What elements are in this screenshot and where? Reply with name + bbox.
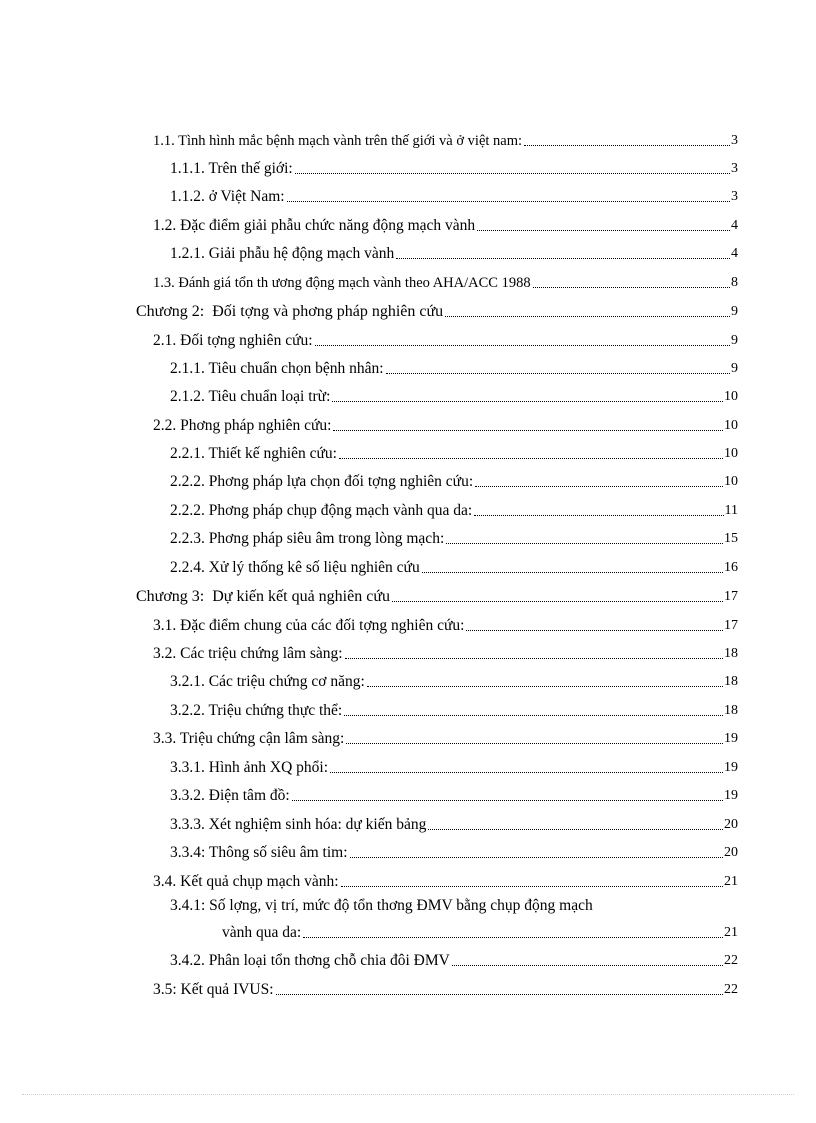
- toc-entry-1-1-1[interactable]: [170, 156, 738, 178]
- dot-leader: [422, 572, 723, 573]
- toc-page-number: 9: [731, 304, 738, 319]
- dot-leader: [333, 430, 723, 431]
- dot-leader: [350, 857, 723, 858]
- toc-entry-3-3-4[interactable]: [170, 840, 738, 862]
- dot-leader: [474, 515, 723, 516]
- toc-page-number: 10: [724, 446, 738, 461]
- toc-page-number: 17: [724, 589, 738, 604]
- toc-entry-2-2-3[interactable]: [170, 526, 738, 548]
- dot-leader: [466, 630, 723, 631]
- dot-leader: [345, 658, 723, 659]
- toc-page-number: 9: [731, 333, 738, 348]
- dot-leader: [339, 458, 723, 459]
- toc-page-number: 16: [724, 560, 738, 575]
- toc-entry-3-4-1-line1[interactable]: 3.4.1: Số lợng, vị trí, mức độ tổn thơng ĐMV bằng chụp động mạch: [170, 897, 593, 914]
- toc-entry-2-1-1[interactable]: [170, 356, 738, 378]
- toc-page-number: 19: [724, 788, 738, 803]
- toc-entry-3-1[interactable]: [153, 613, 738, 635]
- toc-page-number: 22: [724, 982, 738, 997]
- toc-entry-label: 2.1.1. Tiêu chuẩn chọn bệnh nhân:: [170, 360, 384, 377]
- toc-page-number: 10: [724, 418, 738, 433]
- toc-entry-2-2[interactable]: [153, 413, 738, 435]
- dot-leader: [315, 345, 730, 346]
- toc-entry-3-2[interactable]: [153, 641, 738, 663]
- dot-leader: [367, 686, 723, 687]
- toc-page-number: 9: [731, 361, 738, 376]
- dot-leader: [452, 965, 723, 966]
- toc-entry-3-2-2[interactable]: [170, 698, 738, 720]
- dot-leader: [292, 800, 723, 801]
- toc-entry-label: 3.4. Kết quả chụp mạch vành:: [153, 873, 339, 890]
- toc-page-number: 15: [724, 531, 738, 546]
- toc-page-number: 21: [724, 874, 738, 889]
- toc-page-number: 3: [731, 133, 738, 148]
- dot-leader: [386, 373, 730, 374]
- toc-entry-3-2-1[interactable]: [170, 669, 738, 691]
- chapter-title: Đối tợng và phơng pháp nghiên cứu: [212, 303, 444, 320]
- dot-leader: [475, 486, 723, 487]
- dot-leader: [344, 715, 723, 716]
- toc-entry-label: 1.1. Tình hình mắc bệnh mạch vành trên thế giới và ở việt nam:: [153, 133, 523, 149]
- toc-entry-label: 1.3. Đánh giá tổn th ương động mạch vành theo AHA/ACC 1988: [153, 275, 531, 291]
- toc-entry-label: 2.2. Phơng pháp nghiên cứu:: [153, 417, 332, 434]
- toc-page-number: 11: [724, 503, 738, 518]
- toc-entry-label: 1.2.1. Giải phẫu hệ động mạch vành: [170, 245, 395, 262]
- toc-page-number: 20: [724, 845, 738, 860]
- toc-page-number: 19: [724, 731, 738, 746]
- toc-entry-3-3-3[interactable]: [170, 812, 738, 834]
- dot-leader: [477, 230, 730, 231]
- dot-leader: [446, 543, 723, 544]
- toc-entry-label: 3.3.2. Điện tâm đồ:: [170, 787, 290, 804]
- dot-leader: [428, 829, 723, 830]
- toc-entry-2-1-2[interactable]: [170, 384, 738, 406]
- toc-entry-label: 3.3.1. Hình ảnh XQ phổi:: [170, 759, 329, 776]
- toc-entry-label: 2.2.2. Phơng pháp chụp động mạch vành qua da:: [170, 502, 473, 519]
- toc-entry-label: 3.5: Kết quả IVUS:: [153, 981, 274, 998]
- toc-entry-3-3-2[interactable]: [170, 783, 738, 805]
- toc-entry-3-4-1-line2[interactable]: [222, 920, 738, 942]
- chapter-prefix: Chương 3:: [136, 588, 205, 605]
- toc-page-number: 3: [731, 189, 738, 204]
- toc-page-number: 10: [724, 474, 738, 489]
- toc-entry-label: 2.1. Đối tợng nghiên cứu:: [153, 332, 313, 349]
- toc-entry-label: [136, 303, 445, 321]
- dot-leader: [303, 937, 723, 938]
- toc-entry-2-2-2a[interactable]: [170, 469, 738, 491]
- toc-entry-label: 2.2.2. Phơng pháp lựa chọn đối tợng nghiên cứu:: [170, 473, 474, 490]
- toc-page-number: 10: [724, 389, 738, 404]
- toc-entry-label: 3.1. Đặc điểm chung của các đối tợng nghiên cứu:: [153, 617, 465, 634]
- toc-entry-3-3-1[interactable]: [170, 755, 738, 777]
- dot-leader: [524, 145, 730, 146]
- toc-page-number: 19: [724, 760, 738, 775]
- toc-entry-2-2-1[interactable]: [170, 441, 738, 463]
- toc-entry-3-4[interactable]: [153, 869, 738, 891]
- toc-entry-2-1[interactable]: [153, 328, 738, 350]
- dot-leader: [341, 886, 723, 887]
- toc-entry-label: vành qua da:: [222, 924, 302, 941]
- toc-page-number: 3: [731, 161, 738, 176]
- toc-page-number: 22: [724, 953, 738, 968]
- toc-entry-1-1-2[interactable]: [170, 184, 738, 206]
- toc-entry-1-2-1[interactable]: [170, 241, 738, 263]
- toc-entry-1-2[interactable]: [153, 213, 738, 235]
- toc-entry-label: 3.3.4: Thông số siêu âm tim:: [170, 844, 348, 861]
- toc-entry-label: 2.2.3. Phơng pháp siêu âm trong lòng mạch:: [170, 530, 445, 547]
- dot-leader: [330, 772, 723, 773]
- toc-page-number: 8: [731, 275, 738, 290]
- toc-page-number: 21: [724, 925, 738, 940]
- toc-page-number: 17: [724, 618, 738, 633]
- toc-page-number: 20: [724, 817, 738, 832]
- toc-entry-2-2-4[interactable]: [170, 555, 738, 577]
- toc-page-number: 18: [724, 646, 738, 661]
- dot-leader: [346, 743, 723, 744]
- dot-leader: [287, 201, 730, 202]
- toc-entry-3-5[interactable]: [153, 977, 738, 999]
- toc-entry-label: 3.2.1. Các triệu chứng cơ năng:: [170, 673, 365, 690]
- dot-leader: [533, 287, 730, 288]
- chapter-title: Dự kiến kết quả nghiên cứu: [212, 588, 390, 605]
- toc-entry-label: 1.1.1. Trên thế giới:: [170, 160, 293, 177]
- toc-entry-1-3[interactable]: [153, 270, 738, 292]
- dot-leader: [332, 401, 723, 402]
- toc-page-number: 4: [731, 246, 738, 261]
- toc-entry-label: 3.2.2. Triệu chứng thực thể:: [170, 702, 343, 719]
- toc-entry-label: 3.4.2. Phân loại tổn thơng chỗ chia đôi ĐMV: [170, 952, 450, 969]
- toc-entry-label: 3.3.3. Xét nghiệm sinh hóa: dự kiến bảng: [170, 816, 427, 833]
- toc-entry-label: 3.2. Các triệu chứng lâm sàng:: [153, 645, 343, 662]
- chapter-prefix: Chương 2:: [136, 303, 205, 320]
- dot-leader: [392, 601, 723, 602]
- toc-chapter-2[interactable]: [136, 299, 738, 321]
- dot-leader: [276, 994, 723, 995]
- toc-page-number: 4: [731, 218, 738, 233]
- dot-leader: [295, 173, 730, 174]
- toc-entry-2-2-2b[interactable]: [170, 498, 738, 520]
- toc-entry-1-1[interactable]: [153, 128, 738, 150]
- toc-entry-3-3[interactable]: [153, 726, 738, 748]
- page-bottom-rule: [22, 1094, 794, 1095]
- toc-entry-label: 2.2.4. Xử lý thống kê số liệu nghiên cứu: [170, 559, 420, 576]
- toc-entry-label: 1.1.2. ở Việt Nam:: [170, 188, 285, 205]
- toc-entry-label: 2.1.2. Tiêu chuẩn loại trừ:: [170, 388, 331, 405]
- toc-entry-3-4-2[interactable]: [170, 948, 738, 970]
- dot-leader: [396, 258, 730, 259]
- toc-entry-label: [136, 588, 392, 606]
- toc-chapter-3[interactable]: [136, 584, 738, 606]
- dot-leader: [445, 316, 730, 317]
- toc-page-number: 18: [724, 703, 738, 718]
- toc-entry-label: 1.2. Đặc điểm giải phẫu chức năng động mạch vành: [153, 217, 476, 234]
- toc-entry-label: 3.3. Triệu chứng cận lâm sàng:: [153, 730, 345, 747]
- toc-entry-label: 2.2.1. Thiết kế nghiên cứu:: [170, 445, 337, 462]
- toc-page-number: 18: [724, 674, 738, 689]
